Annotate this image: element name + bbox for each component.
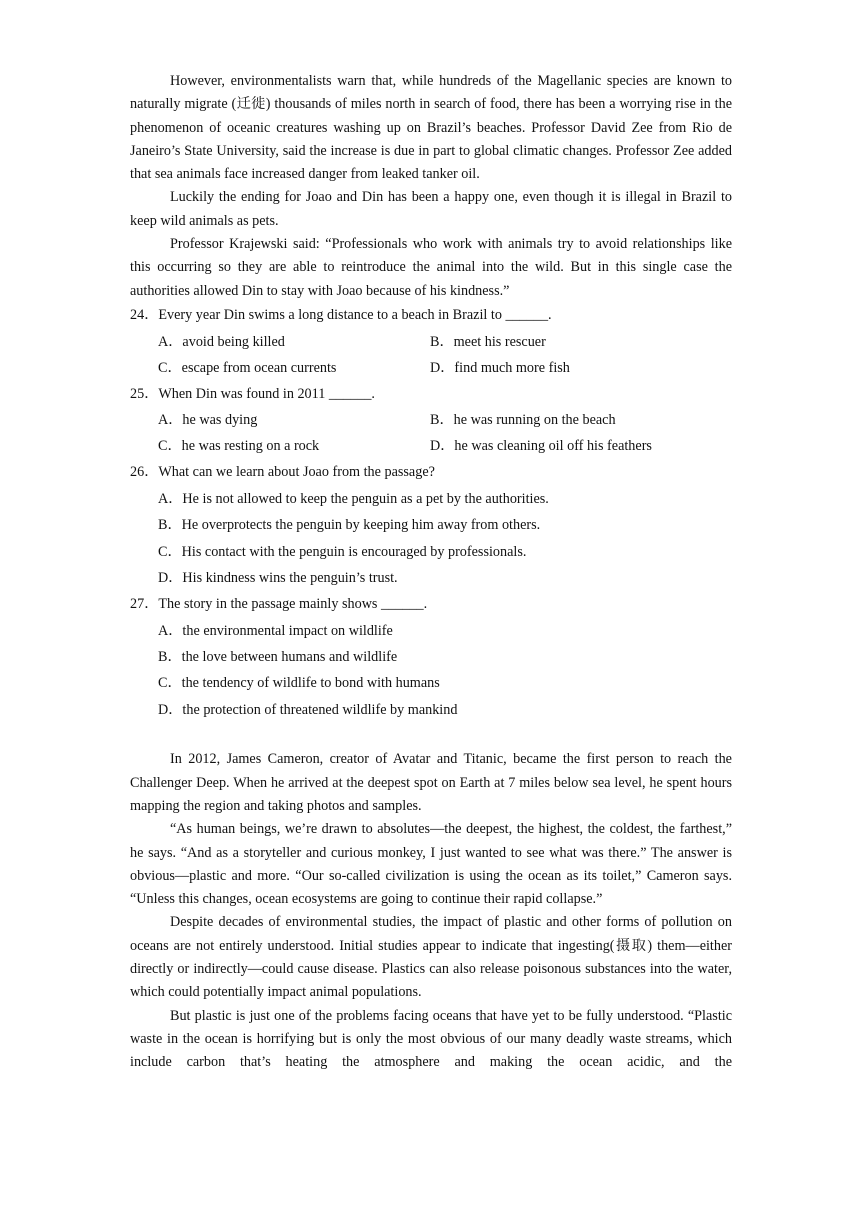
- question-stem: 24．Every year Din swims a long distance to a beach in Brazil to ______.: [130, 307, 552, 324]
- question-stem: 26．What can we learn about Joao from the passage?: [130, 464, 435, 481]
- option-b: B．He overprotects the penguin by keeping him away from others.: [158, 517, 541, 534]
- option-c: C．escape from ocean currents: [158, 359, 337, 376]
- option-d: D．His kindness wins the penguin’s trust.: [158, 569, 398, 586]
- passage-paragraph: Professor Krajewski said: “Professionals who work with animals try to avoid relationships like this occurring so they are able to reintroduce the animal into the wild. But in this single case the authorities allowed Din to stay with Joao because of his kindness.”: [130, 236, 732, 299]
- question-24: [130, 304, 732, 381]
- passage-paragraph: In 2012, James Cameron, creator of Avatar and Titanic, became the first person to reach the Challenger Deep. When he arrived at the deepest spot on Earth at 7 miles below sea level, he spent hours mapping the region and taking photos and samples.: [130, 751, 732, 814]
- option-a: A．he was dying: [158, 412, 258, 429]
- question-stem: 27．The story in the passage mainly shows ______.: [130, 596, 428, 613]
- option-b: B．meet his rescuer: [430, 333, 546, 350]
- option-a: A．He is not allowed to keep the penguin as a pet by the authorities.: [158, 490, 549, 507]
- question-27: [130, 593, 732, 723]
- option-d: D．he was cleaning oil off his feathers: [430, 438, 652, 455]
- option-a: A．avoid being killed: [158, 333, 285, 350]
- exam-page: [130, 70, 732, 1075]
- option-d: D．the protection of threatened wildlife by mankind: [158, 701, 458, 718]
- passage-1: [130, 70, 732, 303]
- option-c: C．the tendency of wildlife to bond with humans: [158, 675, 440, 692]
- option-a: A．the environmental impact on wildlife: [158, 622, 393, 639]
- passage-paragraph: Luckily the ending for Joao and Din has been a happy one, even though it is illegal in Brazil to keep wild animals as pets.: [130, 189, 732, 229]
- passage-2: [130, 748, 732, 1074]
- section-gap: [130, 723, 732, 748]
- option-c: C．he was resting on a rock: [158, 438, 320, 455]
- option-b: B．he was running on the beach: [430, 412, 616, 429]
- question-26: [130, 461, 732, 591]
- option-b: B．the love between humans and wildlife: [158, 648, 398, 665]
- passage-paragraph: Despite decades of environmental studies, the impact of plastic and other forms of pollution on oceans are not entirely understood. Initial studies appear to indicate that ingesting(摄取) them—either directly or indirectly—could cause disease. Plastics can also release poisonous substances into the water, which could potentially impact animal populations.: [130, 914, 732, 1001]
- passage-paragraph: However, environmentalists warn that, while hundreds of the Magellanic species are known to naturally migrate (迁徙) thousands of miles north in search of food, there has been a worrying rise in the phenomenon of oceanic creatures washing up on Brazil’s beaches. Professor David Zee from Rio de Janeiro’s State University, said the increase is due in part to global climatic changes. Professor Zee added that sea animals face increased danger from leaked tanker oil.: [130, 73, 732, 183]
- question-stem: 25．When Din was found in 2011 ______.: [130, 385, 375, 402]
- option-c: C．His contact with the penguin is encouraged by professionals.: [158, 543, 527, 560]
- option-d: D．find much more fish: [430, 359, 570, 376]
- question-25: [130, 383, 732, 460]
- passage-paragraph: “As human beings, we’re drawn to absolutes—the deepest, the highest, the coldest, the farthest,” he says. “And as a storyteller and curious monkey, I just wanted to see what was there.” The answer is obvious—plastic and more. “Our so-called civilization is using the ocean as its toilet,” Cameron says. “Unless this changes, ocean ecosystems are going to continue their rapid collapse.”: [130, 821, 732, 908]
- passage-paragraph: But plastic is just one of the problems facing oceans that have yet to be fully understood. “Plastic waste in the ocean is horrifying but is only the most obvious of our many deadly waste streams, which include carbon that’s heating the atmosphere and making the ocean acidic, and the: [130, 1007, 732, 1071]
